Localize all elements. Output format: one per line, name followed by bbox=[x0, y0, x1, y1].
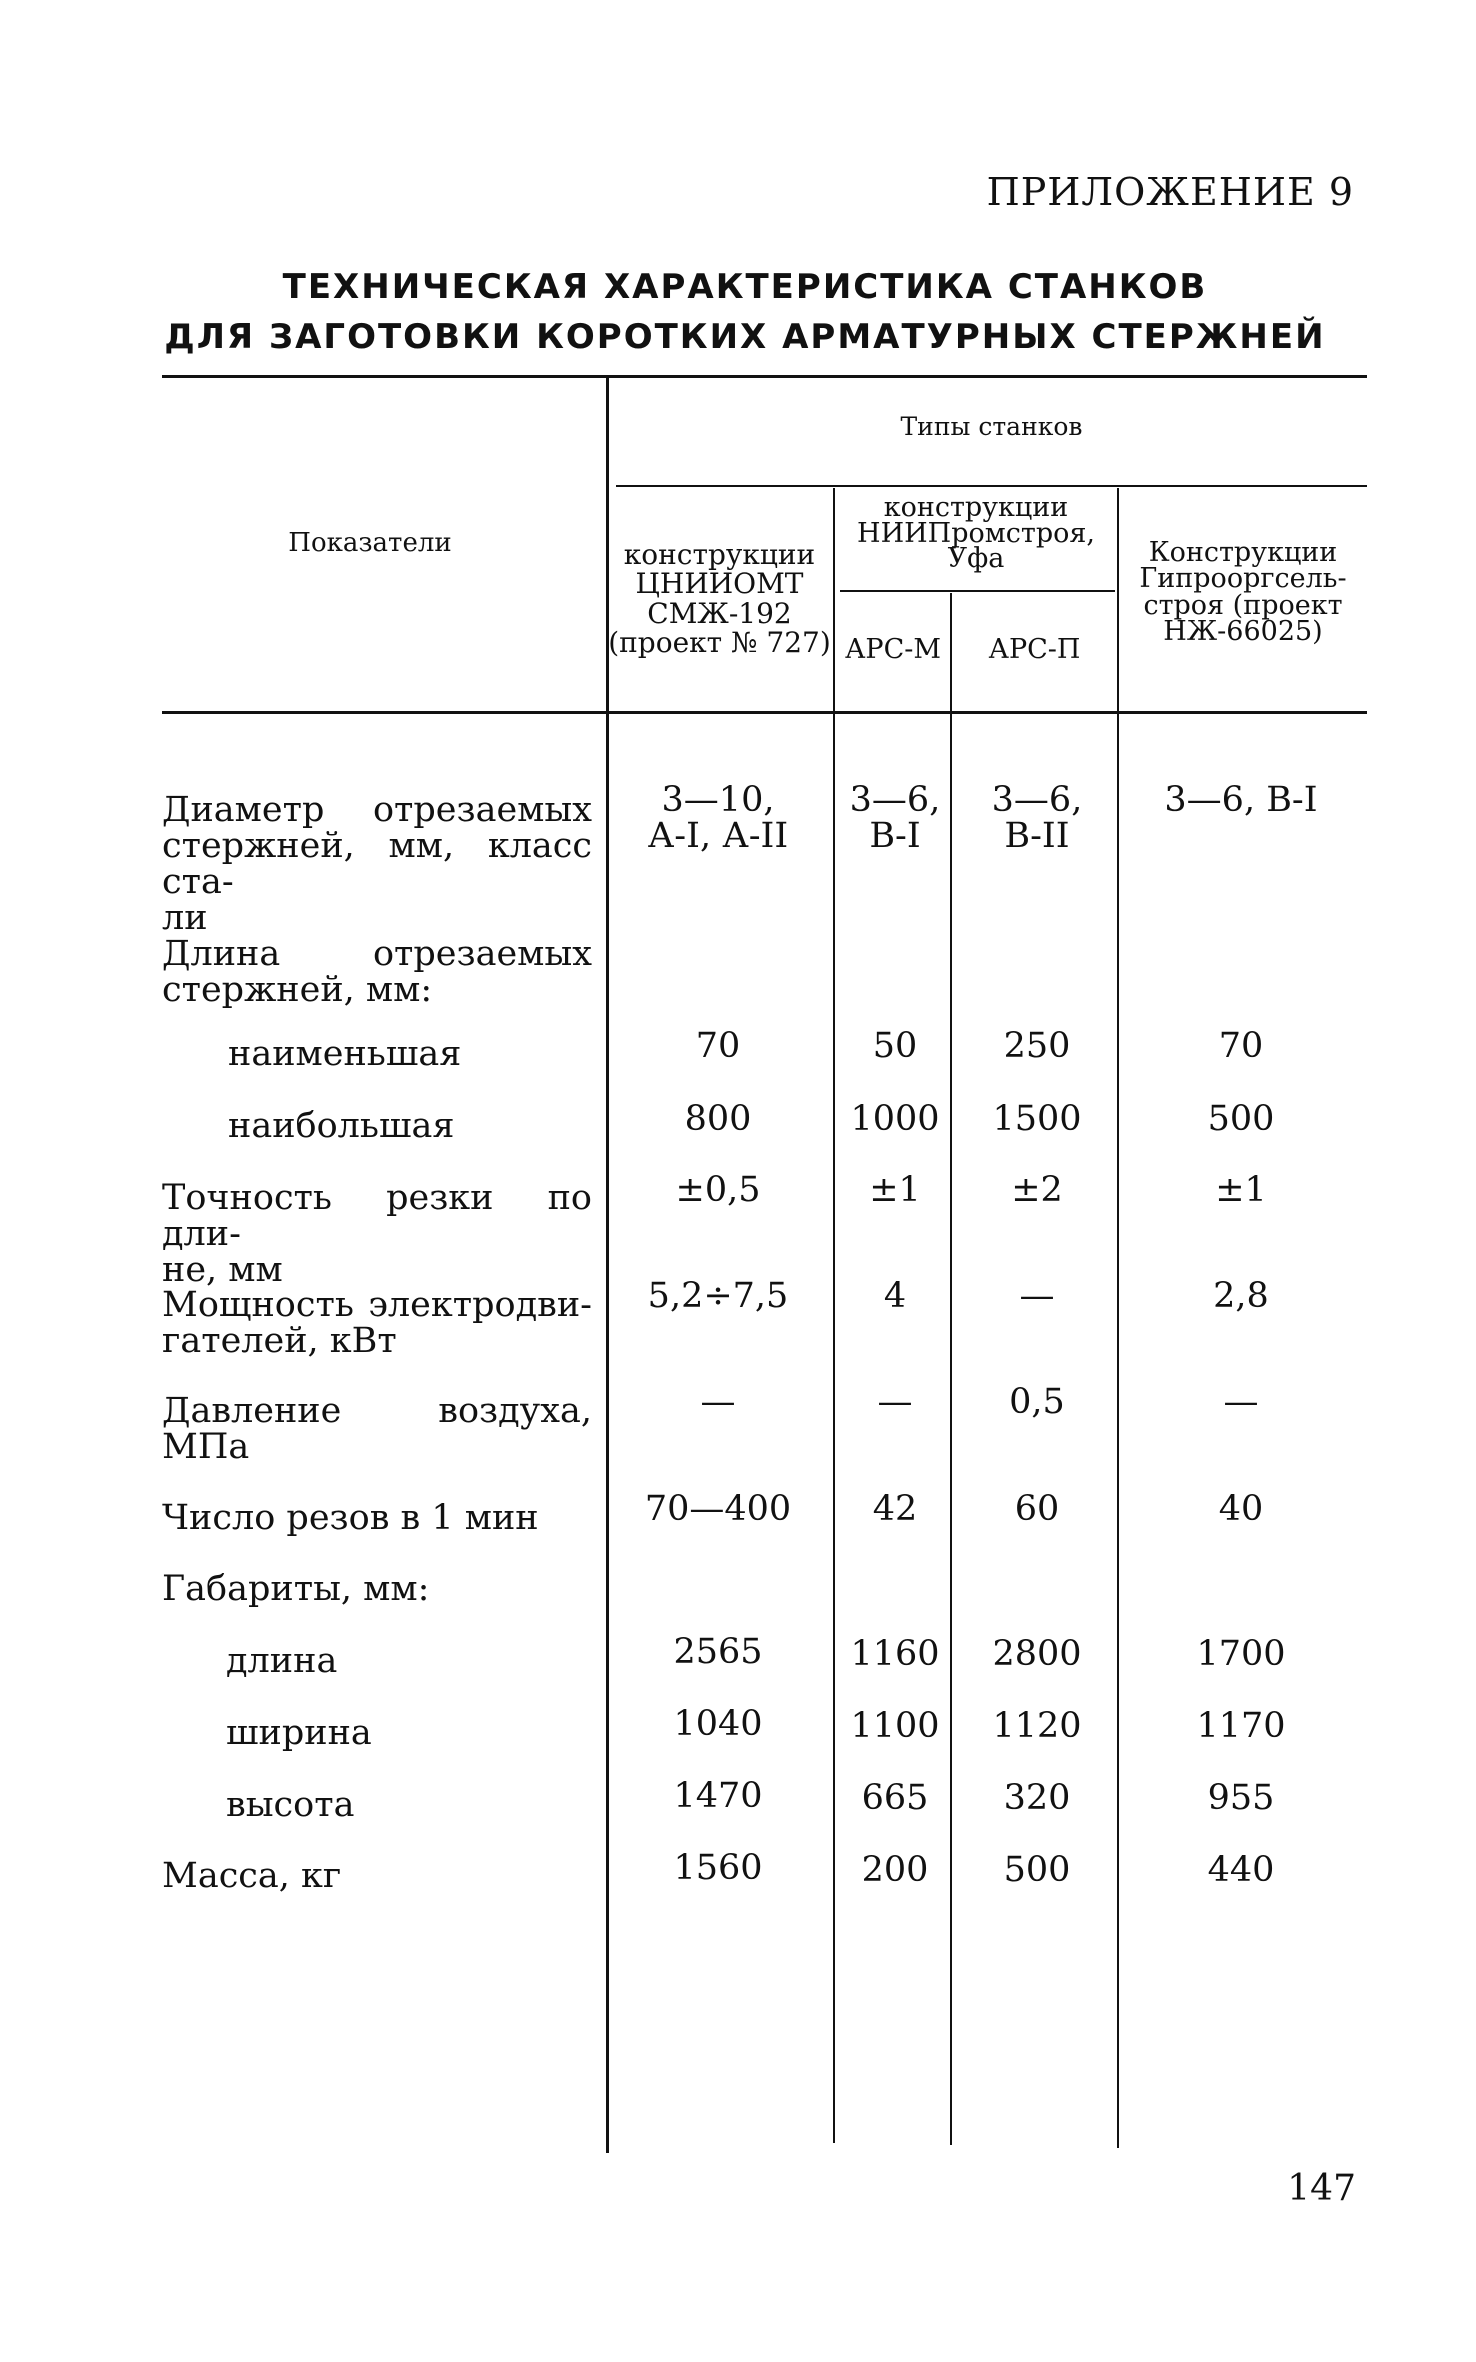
cell-dim-length-c1: 2565 bbox=[673, 1632, 763, 1672]
row-label-cuts-per-minute: Число резов в 1 мин bbox=[162, 1498, 539, 1538]
cell-air-pressure-c2: — bbox=[877, 1382, 913, 1422]
col1-header bbox=[606, 540, 833, 658]
cell-line: 3—6, bbox=[991, 780, 1083, 820]
title-line-2: ДЛЯ ЗАГОТОВКИ КОРОТКИХ АРМАТУРНЫХ СТЕРЖНЕЙ bbox=[164, 317, 1326, 357]
cell-dim-width-c1: 1040 bbox=[673, 1704, 763, 1744]
col3-header: АРС-П bbox=[988, 634, 1081, 665]
cell-cuts-c3: 60 bbox=[1014, 1489, 1060, 1529]
cell-air-pressure-c1: — bbox=[700, 1382, 736, 1422]
cell-line: А-I, А-II bbox=[647, 816, 789, 856]
row-label-dimensions: Габариты, мм: bbox=[162, 1569, 430, 1609]
types-subheader-rule bbox=[616, 485, 1367, 487]
label-line: МПа bbox=[162, 1427, 250, 1467]
cell-dim-length-c4: 1700 bbox=[1196, 1634, 1286, 1674]
cell-min-length-c4: 70 bbox=[1218, 1026, 1264, 1066]
col1-header-line: конструкции bbox=[623, 538, 816, 571]
group-header-line: НИИПромстроя, bbox=[857, 517, 1095, 549]
cell-mass-c1: 1560 bbox=[673, 1848, 763, 1888]
label-line: Мощность электродви- bbox=[162, 1285, 592, 1325]
cell-diameter-c3 bbox=[955, 782, 1119, 854]
col1-header-line: (проект № 727) bbox=[608, 626, 831, 660]
col4-header bbox=[1119, 537, 1367, 648]
row-label-accuracy bbox=[162, 1180, 592, 1288]
label-line: гателей, кВт bbox=[162, 1321, 397, 1361]
label-line: Диаметр отрезаемых bbox=[162, 790, 592, 830]
cell-min-length-c1: 70 bbox=[695, 1026, 741, 1066]
col2-header: АРС-М bbox=[844, 634, 942, 665]
header-bottom-rule bbox=[162, 711, 1367, 714]
cell-dim-height-c4: 955 bbox=[1207, 1778, 1275, 1818]
cell-accuracy-c4: ±1 bbox=[1215, 1170, 1267, 1210]
group-header-line: конструкции bbox=[883, 492, 1069, 523]
cell-air-pressure-c4: — bbox=[1223, 1382, 1259, 1422]
cell-power-c1: 5,2÷7,5 bbox=[647, 1276, 789, 1316]
row-label-power bbox=[162, 1287, 592, 1359]
appendix-label: ПРИЛОЖЕНИЕ 9 bbox=[986, 170, 1354, 214]
row-label-air-pressure bbox=[162, 1393, 592, 1465]
label-line: Давление воздуха, bbox=[162, 1391, 592, 1431]
col-divider-2 bbox=[833, 488, 835, 2143]
row-label-diameter bbox=[162, 792, 592, 936]
cell-min-length-c3: 250 bbox=[1003, 1026, 1071, 1066]
cell-dim-height-c3: 320 bbox=[1003, 1778, 1071, 1818]
cell-max-length-c3: 1500 bbox=[992, 1099, 1082, 1139]
cell-cuts-c4: 40 bbox=[1218, 1489, 1264, 1529]
cell-mass-c2: 200 bbox=[861, 1850, 929, 1890]
col4-header-line: НЖ-66025) bbox=[1163, 616, 1323, 648]
col4-header-line: строя (проект bbox=[1143, 589, 1343, 621]
page-number: 147 bbox=[1287, 2168, 1356, 2209]
indicators-header: Показатели bbox=[288, 528, 452, 558]
label-line: стержней, мм: bbox=[162, 970, 433, 1010]
cell-dim-width-c2: 1100 bbox=[850, 1706, 940, 1746]
row-label-dim-length: длина bbox=[226, 1641, 338, 1681]
row-label-mass: Масса, кг bbox=[162, 1856, 342, 1896]
cell-dim-width-c3: 1120 bbox=[992, 1706, 1082, 1746]
table-top-rule bbox=[162, 375, 1367, 378]
cell-diameter-c2 bbox=[833, 782, 957, 854]
page-title bbox=[130, 262, 1360, 362]
row-label-length bbox=[162, 936, 592, 1008]
cell-line: В-I bbox=[869, 816, 921, 856]
cell-dim-width-c4: 1170 bbox=[1196, 1706, 1286, 1746]
cell-accuracy-c3: ±2 bbox=[1011, 1170, 1063, 1210]
cell-max-length-c1: 800 bbox=[684, 1099, 752, 1139]
col4-header-line: Гипрооргсель- bbox=[1139, 563, 1347, 595]
cell-power-c3: — bbox=[1019, 1276, 1055, 1316]
group-header bbox=[836, 492, 1116, 575]
cell-dim-height-c2: 665 bbox=[861, 1778, 929, 1818]
cell-line: В-II bbox=[1004, 816, 1070, 856]
cell-line: 3—10, bbox=[661, 780, 775, 820]
col-divider-4 bbox=[1117, 488, 1119, 2148]
cell-min-length-c2: 50 bbox=[872, 1026, 918, 1066]
cell-power-c2: 4 bbox=[883, 1276, 907, 1316]
group-header-line: Уфа bbox=[947, 543, 1005, 575]
row-label-max-length: наибольшая bbox=[228, 1106, 455, 1146]
cell-mass-c4: 440 bbox=[1207, 1850, 1275, 1890]
cell-diameter-c4: 3—6, В-I bbox=[1164, 780, 1318, 820]
cell-air-pressure-c3: 0,5 bbox=[1009, 1382, 1065, 1422]
cell-diameter-c1 bbox=[600, 782, 836, 854]
cell-cuts-c1: 70—400 bbox=[644, 1489, 792, 1529]
types-header: Типы станков bbox=[900, 412, 1083, 441]
label-line: Точность резки по дли- bbox=[162, 1178, 592, 1254]
cell-accuracy-c1: ±0,5 bbox=[675, 1170, 761, 1210]
label-line: не, мм bbox=[162, 1250, 283, 1290]
cell-accuracy-c2: ±1 bbox=[869, 1170, 921, 1210]
group-subheader-rule bbox=[840, 590, 1115, 592]
cell-cuts-c2: 42 bbox=[872, 1489, 918, 1529]
row-label-dim-width: ширина bbox=[226, 1713, 372, 1753]
row-label-min-length: наименьшая bbox=[228, 1034, 462, 1074]
label-line: ли bbox=[162, 898, 208, 938]
cell-dim-height-c1: 1470 bbox=[673, 1776, 763, 1816]
cell-max-length-c2: 1000 bbox=[850, 1099, 940, 1139]
title-line-1: ТЕХНИЧЕСКАЯ ХАРАКТЕРИСТИКА СТАНКОВ bbox=[282, 267, 1208, 307]
label-line: Длина отрезаемых bbox=[162, 934, 592, 974]
cell-power-c4: 2,8 bbox=[1213, 1276, 1269, 1316]
col1-header-line: СМЖ-192 bbox=[647, 596, 792, 630]
cell-line: 3—6, bbox=[849, 780, 941, 820]
label-line: стержней, мм, класс ста- bbox=[162, 826, 592, 902]
cell-max-length-c4: 500 bbox=[1207, 1099, 1275, 1139]
cell-mass-c3: 500 bbox=[1003, 1850, 1071, 1890]
col1-header-line: ЦНИИОМТ bbox=[635, 567, 804, 601]
cell-dim-length-c3: 2800 bbox=[992, 1634, 1082, 1674]
col4-header-line: Конструкции bbox=[1148, 537, 1338, 568]
row-label-dim-height: высота bbox=[226, 1785, 355, 1825]
cell-dim-length-c2: 1160 bbox=[850, 1634, 940, 1674]
